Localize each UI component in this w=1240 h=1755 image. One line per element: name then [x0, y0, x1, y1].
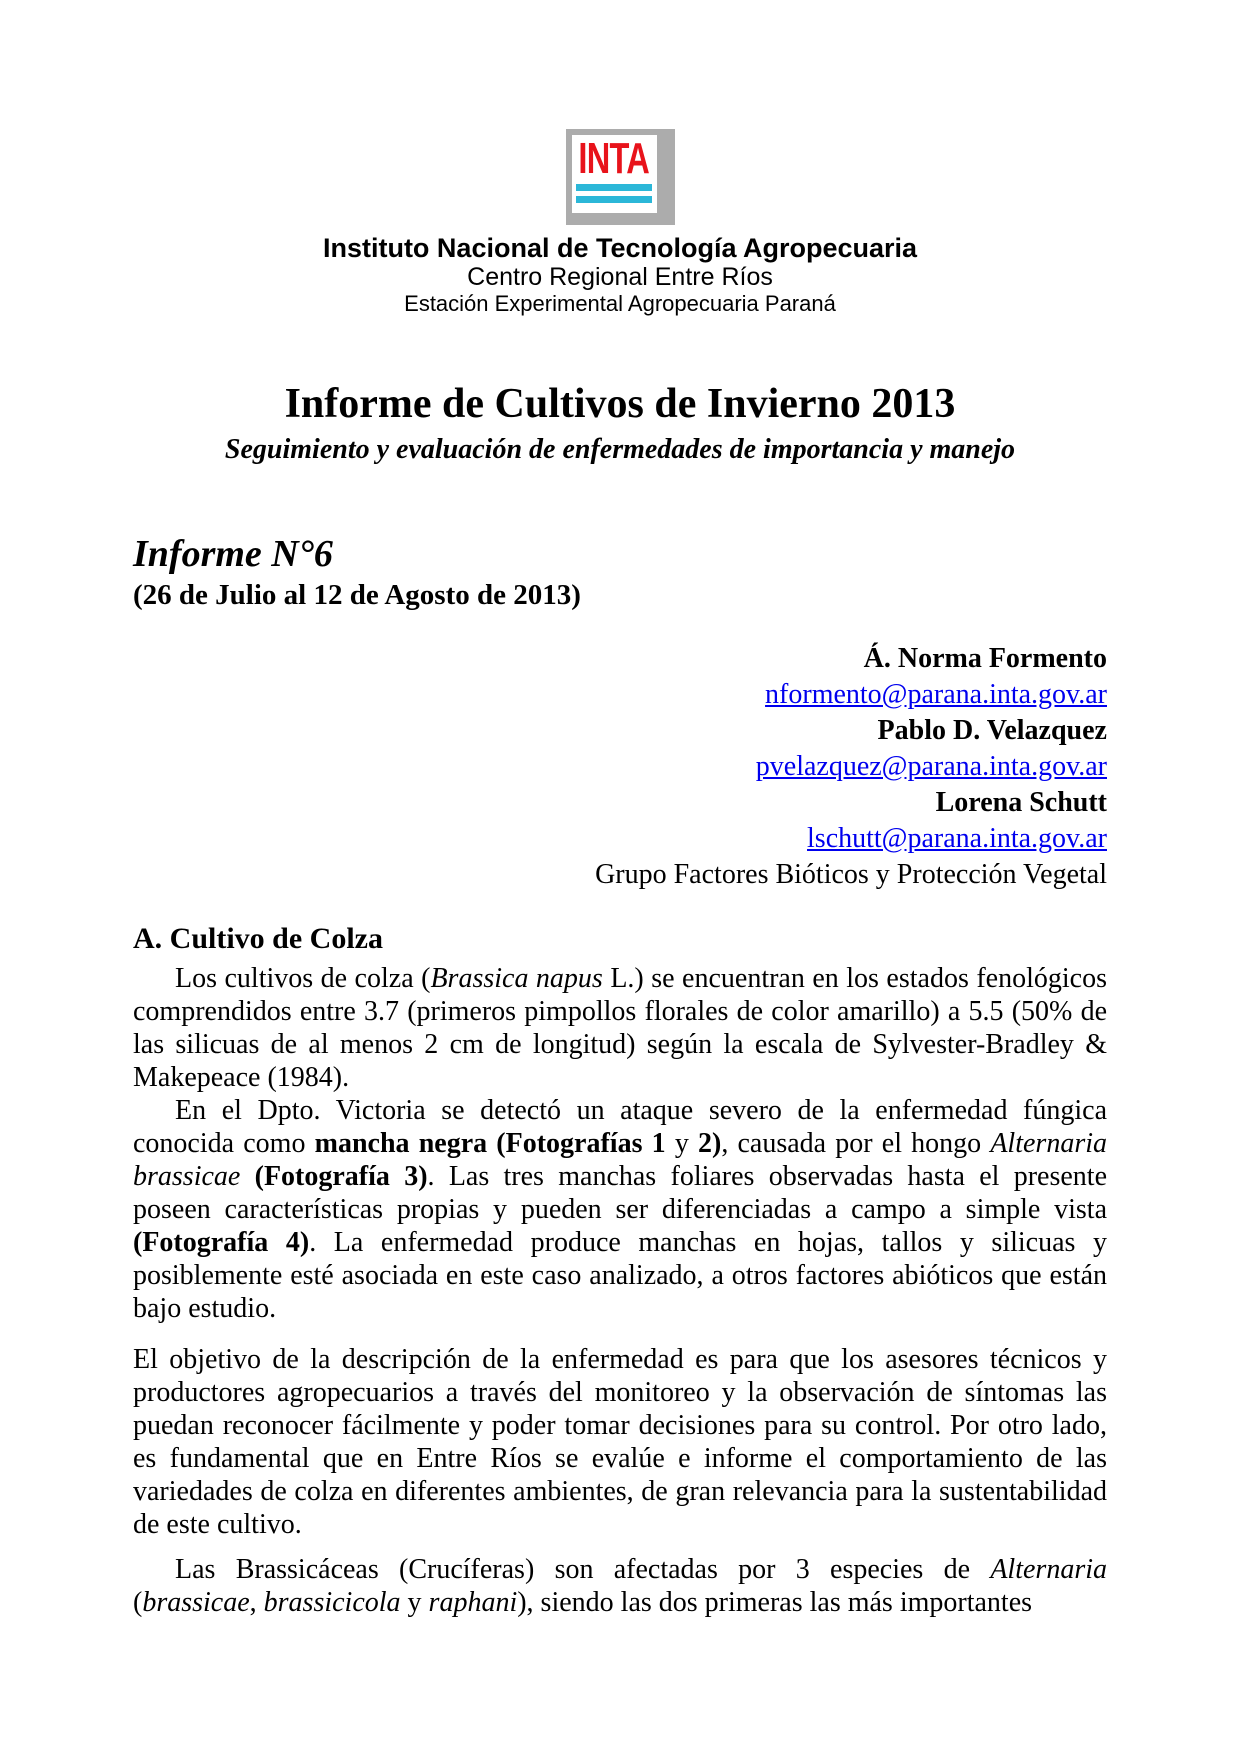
author-group-name: Grupo Factores Bióticos y Protección Vegetal — [595, 859, 1107, 890]
inta-logo-text: INTA — [578, 134, 650, 183]
section-heading: A. Cultivo de Colza — [133, 922, 383, 955]
report-block — [133, 533, 1107, 613]
document-title: Informe de Cultivos de Invierno 2013 — [284, 381, 956, 427]
report-period: (26 de Julio al 12 de Agosto de 2013) — [133, 579, 581, 611]
author-email-link[interactable]: lschutt@parana.inta.gov.ar — [807, 823, 1107, 854]
paragraph: El objetivo de la descripción de la enfermedad es para que los asesores técnicos y productores agropecuarios a través del monitoreo y la observación de síntomas las puedan reconocer fácilmente y poder tomar decisiones para su control. Por otro lado, es fundamental que en Entre Ríos se evalúe e informe el comportamiento de las variedades de colza en diferentes ambientes, de gran relevancia para la sustentabilidad de este cultivo. — [133, 1344, 1107, 1540]
body-paragraphs — [133, 962, 1107, 1619]
inta-logo-bar-icon — [576, 184, 652, 191]
document-subtitle: Seguimiento y evaluación de enfermedades de importancia y manejo — [224, 434, 1016, 465]
document-header — [0, 129, 1240, 317]
paragraph: En el Dpto. Victoria se detectó un ataque severo de la enfermedad fúngica conocida como mancha negra (Fotografías 1 y 2), causada por el hongo Alternaria brassicae (Fotografía 3). Las tres manchas foliares observadas hasta el presente poseen características propias y pueden ser diferenciadas a campo a simple vista (Fotografía 4). La enfermedad produce manchas en hojas, tallos y silicuas y posiblemente esté asociada en este caso analizado, a otros factores abióticos que están bajo estudio. — [133, 1095, 1108, 1324]
body-section — [133, 921, 1107, 1619]
inta-logo — [566, 129, 675, 225]
author-name: Lorena Schutt — [935, 787, 1107, 818]
author-email-link[interactable]: pvelazquez@parana.inta.gov.ar — [755, 751, 1107, 782]
inta-logo-inner — [572, 135, 657, 213]
paragraph: Las Brassicáceas (Crucíferas) son afectadas por 3 especies de Alternaria (brassicae, brassicicola y raphani), siendo las dos primeras las más importantes — [133, 1554, 1107, 1618]
experimental-station-name: Estación Experimental Agropecuaria Paraná — [404, 291, 836, 316]
institute-name: Instituto Nacional de Tecnología Agropecuaria — [322, 233, 918, 263]
author-email-link[interactable]: nformento@parana.inta.gov.ar — [765, 679, 1107, 710]
report-number: Informe N°6 — [133, 533, 333, 575]
paragraph: Los cultivos de colza (Brassica napus L.) se encuentran en los estados fenológicos comprendidos entre 3.7 (primeros pimpollos florales de color amarillo) a 5.5 (50% de las silicuas de al menos 2 cm de longitud) según la escala de Sylvester-Bradley & Makepeace (1984). — [133, 963, 1107, 1093]
regional-center-name: Centro Regional Entre Ríos — [467, 263, 773, 291]
title-block — [0, 381, 1240, 467]
author-name: Pablo D. Velazquez — [877, 715, 1107, 746]
authors-block — [133, 641, 1107, 893]
author-name: Á. Norma Formento — [863, 643, 1107, 674]
inta-logo-bar-icon — [576, 196, 652, 203]
